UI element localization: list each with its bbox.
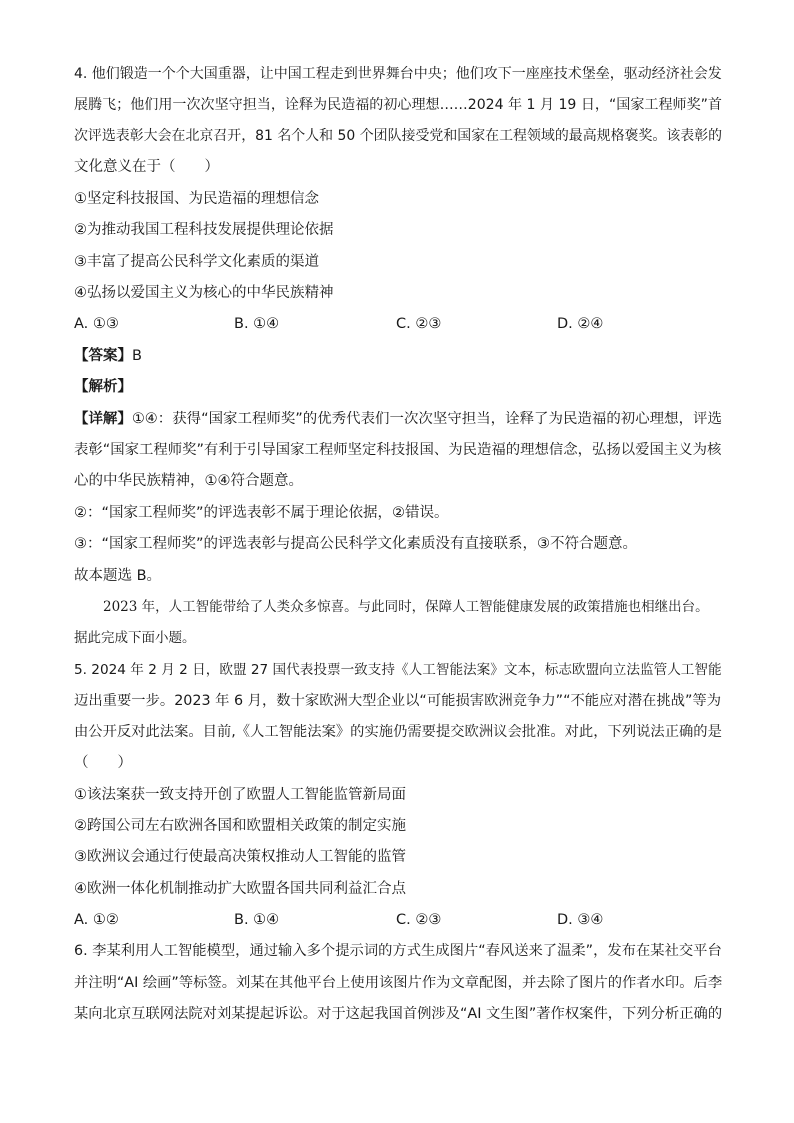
q4-statement: ①坚定科技报国、为民造福的理想信念 (74, 191, 319, 207)
q5-stem-line: 由公开反对此法案。目前,《人工智能法案》的实施仍需要提交欧洲议会批准。对此，下列说法正确的是 (74, 724, 722, 740)
q4-option-a: A. ①③ (74, 316, 119, 332)
q4-detail-line: 故本题选 B。 (74, 568, 162, 584)
q4-option-b: B. ①④ (234, 316, 280, 332)
q5-stem-line: （ ） (74, 755, 132, 771)
analysis-label: 【解析】 (74, 379, 132, 395)
detail-label: 【详解】 (74, 411, 132, 427)
q4-option-c: C. ②③ (396, 316, 442, 332)
q4-statement: ②为推动我国工程科技发展提供理论依据 (74, 222, 334, 238)
q5-option-d: D. ③④ (557, 912, 604, 928)
q4-option-d: D. ②④ (557, 316, 604, 332)
q5-option-a: A. ①② (74, 912, 119, 928)
q5-stem-line: 5. 2024 年 2 月 2 日，欧盟 27 国代表投票一致支持《人工智能法案》文本，标志欧盟向立法监管人工智能 (74, 662, 722, 678)
answer-value: B (132, 348, 142, 364)
q4-detail-line (74, 409, 722, 429)
q4-stem-line: 次评选表彰大会在北京召开，81 名个人和 50 个团队接受党和国家在工程领域的最高规格褒奖。该表彰的 (74, 128, 723, 144)
material-line: 据此完成下面小题。 (74, 630, 196, 646)
q5-statement: ②跨国公司左右欧洲各国和欧盟相关政策的制定实施 (74, 818, 406, 834)
q4-detail-line: ②：“国家工程师奖”的评选表彰不属于理论依据，②错误。 (74, 505, 449, 521)
q5-stem-line: 迈出重要一步。2023 年 6 月，数十家欧洲大型企业以“可能损害欧洲竞争力”“不能应对潜在挑战”等为 (74, 693, 722, 709)
q4-statement: ④弘扬以爱国主义为核心的中华民族精神 (74, 285, 334, 301)
q4-stem-line: 文化意义在于（ ） (74, 159, 219, 175)
q5-option-c: C. ②③ (396, 912, 442, 928)
q4-answer (74, 346, 142, 366)
q5-statement: ①该法案获一致支持开创了欧盟人工智能监管新局面 (74, 787, 406, 803)
detail-text: ①④：获得“国家工程师奖”的优秀代表们一次次坚守担当，诠释了为民造福的初心理想，评选 (131, 411, 722, 427)
q4-detail-line: 表彰“国家工程师奖”有利于引导国家工程师坚定科技报国、为民造福的理想信念，弘扬以爱国主义为核 (74, 442, 722, 458)
q5-statement: ④欧洲一体化机制推动扩大欧盟各国共同利益汇合点 (74, 881, 406, 897)
q4-statement: ③丰富了提高公民科学文化素质的渠道 (74, 254, 319, 270)
q5-option-b: B. ①④ (234, 912, 280, 928)
q6-stem-line: 并注明“AI 绘画”等标签。刘某在其他平台上使用该图片作为文章配图，并去除了图片的作者水印。后李 (74, 975, 723, 991)
q4-stem-line: 4. 他们锻造一个个大国重器，让中国工程走到世界舞台中央；他们攻下一座座技术堡垒，驱动经济社会发 (74, 66, 722, 82)
q4-stem-line: 展腾飞；他们用一次次坚守担当，诠释为民造福的初心理想……2024 年 1 月 19 日，“国家工程师奖”首 (74, 97, 722, 113)
answer-label: 【答案】 (74, 348, 132, 364)
q6-stem-line: 6. 李某利用人工智能模型，通过输入多个提示词的方式生成图片“春风送来了温柔”，发布在某社交平台 (74, 943, 722, 959)
material-line: 2023 年，人工智能带给了人类众多惊喜。与此同时，保障人工智能健康发展的政策措施也相继出台。 (103, 599, 709, 615)
q4-detail-line: 心的中华民族精神，①④符合题意。 (74, 473, 303, 489)
q5-statement: ③欧洲议会通过行使最高决策权推动人工智能的监管 (74, 849, 406, 865)
q4-detail-line: ③：“国家工程师奖”的评选表彰与提高公民科学文化素质没有直接联系，③不符合题意。 (74, 536, 638, 552)
q6-stem-line: 某向北京互联网法院对刘某提起诉讼。对于这起我国首例涉及“AI 文生图”著作权案件，下列分析正确的 (74, 1006, 723, 1022)
